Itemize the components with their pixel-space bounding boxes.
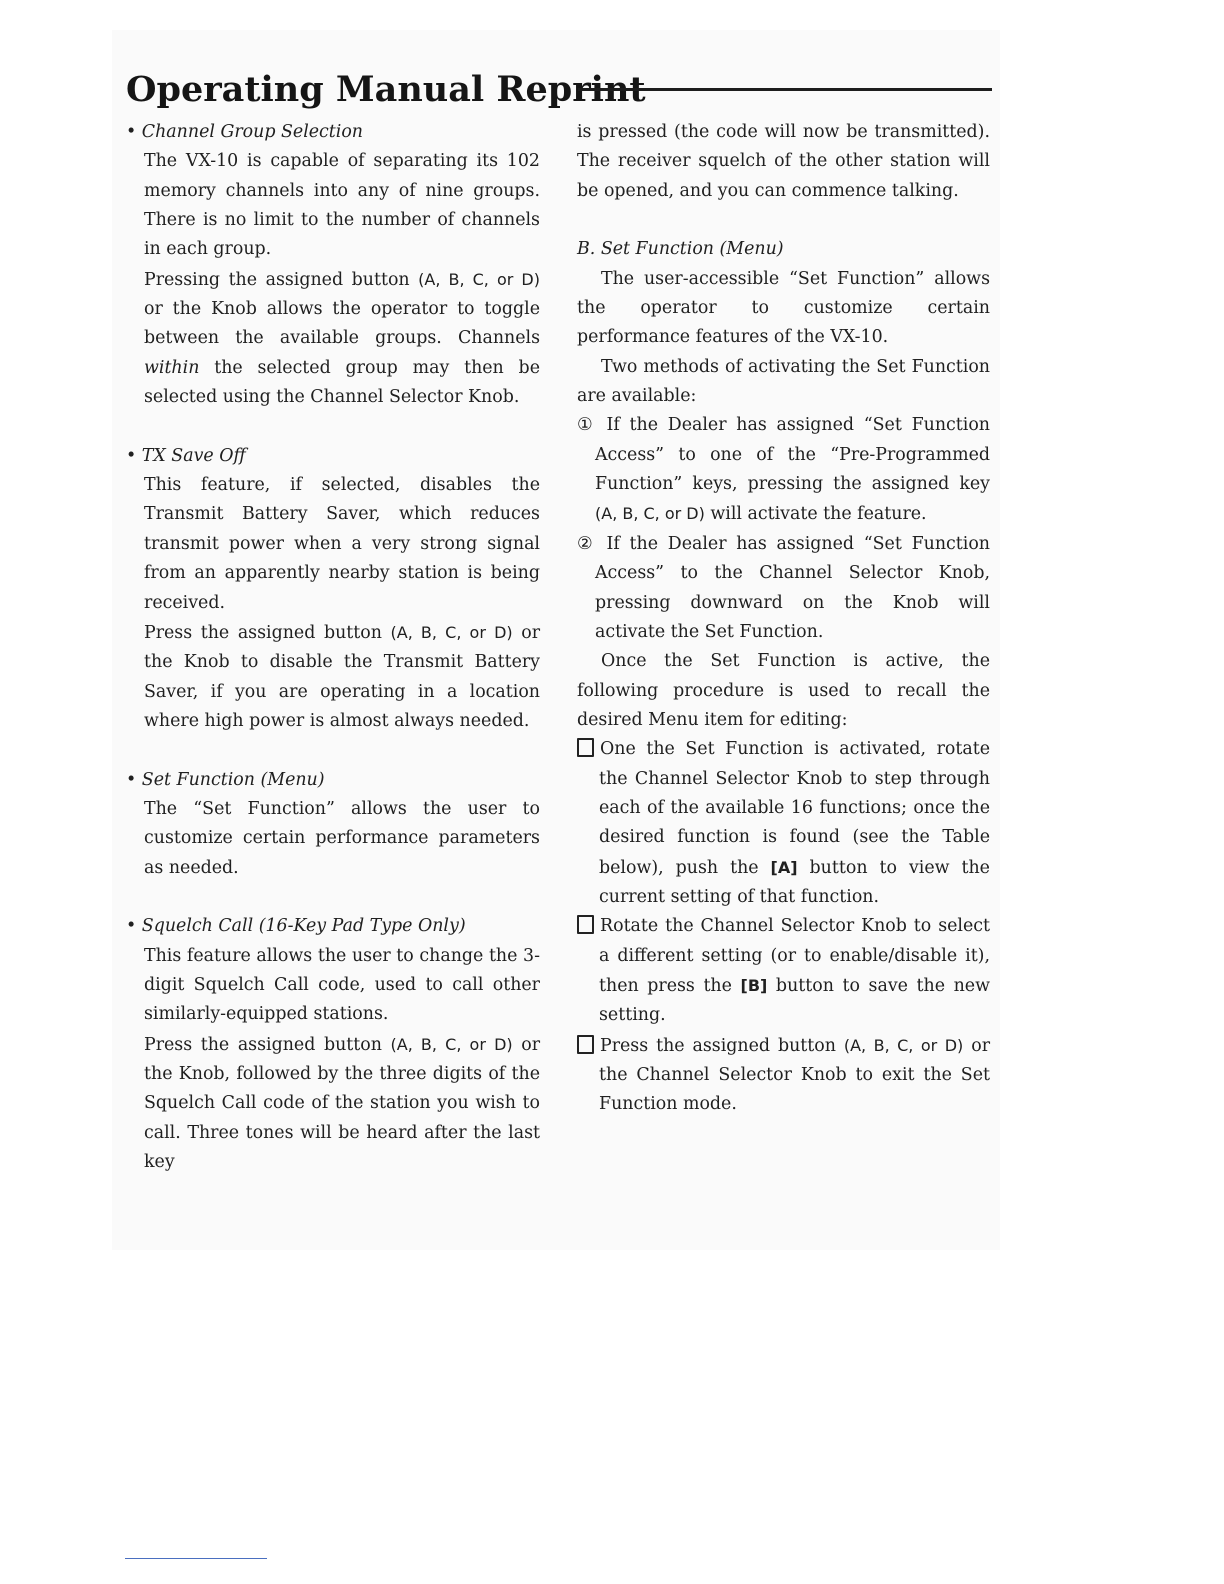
section-heading-set-function: • Set Function (Menu): [126, 769, 325, 790]
paragraph: The user-accessible “Set Function” allows the operator to customize certain performance features of the VX-10.: [577, 268, 990, 348]
paragraph: Once the Set Function is active, the following procedure is used to recall the desired Menu item for editing:: [577, 651, 990, 730]
key-list: (A, B, C, or D): [390, 1034, 513, 1054]
key-list: (A, B, C, or D): [595, 504, 705, 524]
paragraph: The “Set Function” allows the user to customize certain performance parameters as needed.: [144, 798, 540, 878]
key-label: [A]: [770, 857, 798, 877]
paragraph: This feature, if selected, disables the Transmit Battery Saver, which reduces transmit power when a very strong signal from an apparently nearby station is being received.: [144, 475, 540, 613]
circled-one-icon: ①: [577, 415, 597, 436]
paragraph: Press the assigned button (A, B, C, or D) or the Knob, followed by the three digits of the Squelch Call code of the station you wish to call. Three tones will be heard after the last key: [144, 1034, 541, 1173]
key-list: (A, B, C, or D): [843, 1035, 964, 1055]
checkbox-icon: [577, 1035, 594, 1054]
section-heading-squelch-call: • Squelch Call (16-Key Pad Type Only): [126, 916, 466, 937]
key-list: (A, B, C, or D): [390, 622, 513, 642]
step-item: Rotate the Channel Selector Knob to select a different setting (or to enable/disable it), then press the [B] button to save the new setting.: [577, 912, 990, 1030]
right-column: [577, 118, 990, 1120]
section-heading-tx-save: • TX Save Off: [126, 445, 246, 466]
key-label: [B]: [740, 975, 768, 995]
left-column: [126, 118, 540, 1177]
paragraph: Press the assigned button (A, B, C, or D) or the Knob to disable the Transmit Battery Saver, if you are operating in a location where high power is almost always needed.: [144, 622, 541, 731]
circled-two-icon: ②: [577, 533, 597, 554]
paragraph: The VX-10 is capable of separating its 102 memory channels into any of nine groups. There is no limit to the number of channels in each group.: [144, 151, 540, 260]
paragraph: is pressed (the code will now be transmitted). The receiver squelch of the other station will be opened, and you can commence talking.: [577, 122, 990, 201]
header-rule: [578, 88, 992, 91]
footer-rule: [125, 1558, 267, 1559]
checkbox-icon: [577, 915, 594, 934]
step-item: One the Set Function is activated, rotate the Channel Selector Knob to step through each of the available 16 functions; once the desired function is found (see the Table below), push the [A] button to view the current setting of that function.: [577, 735, 990, 912]
method-item: ① If the Dealer has assigned “Set Function Access” to one of the “Pre-Programmed Function” keys, pressing the assigned key (A, B, C, or D) will activate the feature.: [577, 415, 990, 525]
paragraph: Pressing the assigned button (A, B, C, or D) or the Knob allows the operator to toggle between the available groups. Channels within the selected group may then be selected using the Channel Selector Knob.: [144, 269, 540, 408]
section-heading-channel-group: • Channel Group Selection: [126, 122, 364, 142]
step-item: Press the assigned button (A, B, C, or D) or the Channel Selector Knob to exit the Set Function mode.: [577, 1031, 990, 1120]
paragraph: Two methods of activating the Set Function are available:: [577, 356, 990, 407]
method-item: ② If the Dealer has assigned “Set Function Access” to the Channel Selector Knob, pressing downward on the Knob will activate the Set Function.: [577, 533, 990, 642]
paragraph: This feature allows the user to change the 3-digit Squelch Call code, used to call other similarly-equipped stations.: [144, 945, 540, 1025]
page-header: [126, 66, 992, 116]
key-list: (A, B, C, or D): [418, 269, 540, 289]
section-heading-b: B. Set Function (Menu): [577, 239, 784, 260]
page-title: Operating Manual Reprint: [126, 69, 646, 110]
checkbox-icon: [577, 738, 594, 757]
